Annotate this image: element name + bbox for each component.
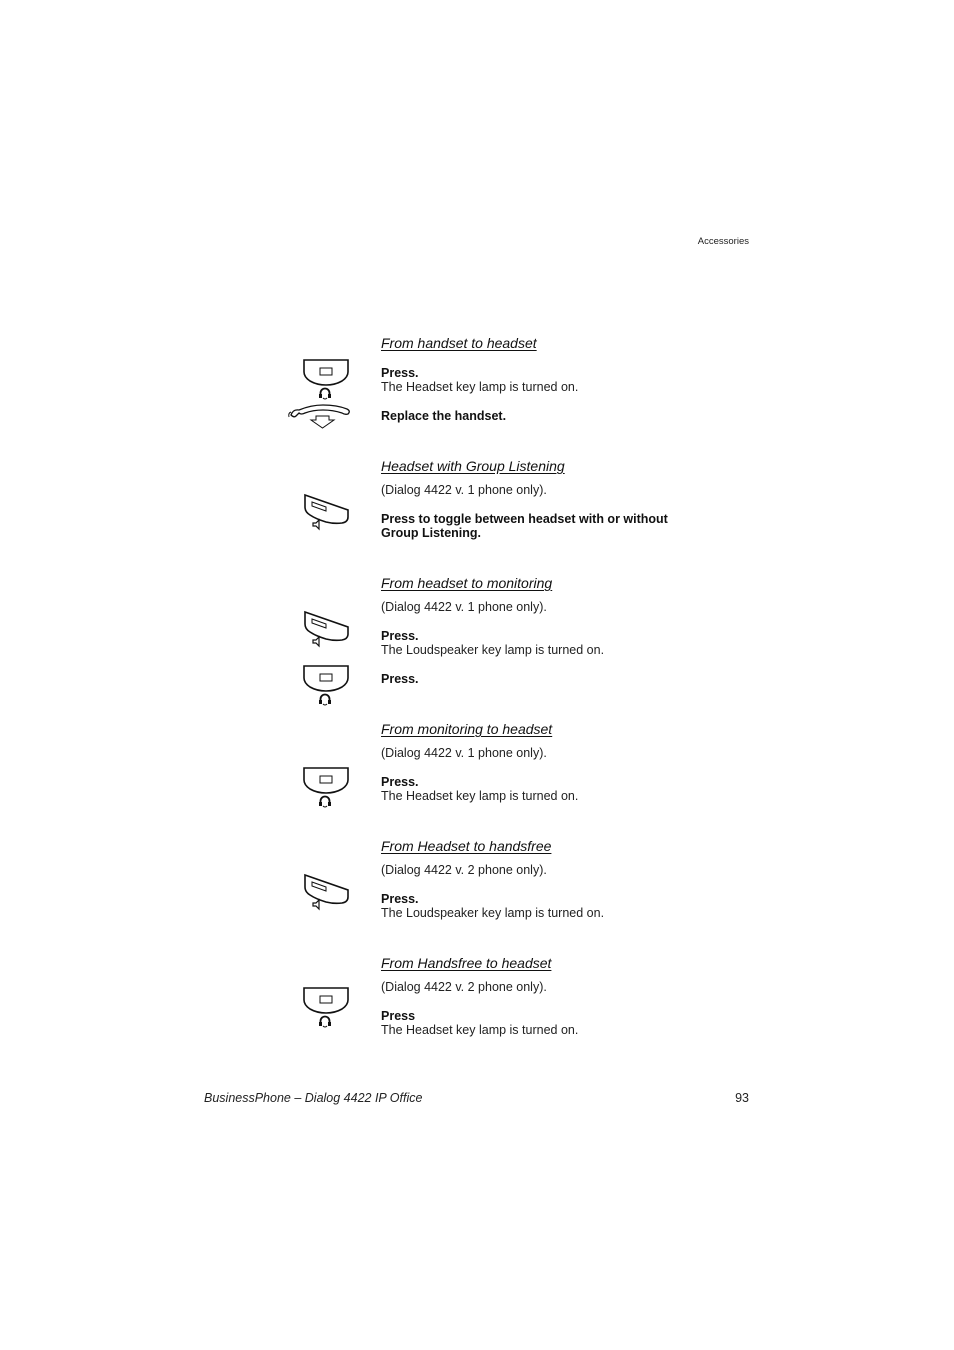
page-number: 93 — [735, 1091, 749, 1105]
section-heading: From Handsfree to headset — [381, 955, 552, 971]
headset-key-icon — [285, 357, 355, 403]
step-detail: The Headset key lamp is turned on. — [381, 789, 579, 803]
running-header: Accessories — [697, 236, 749, 247]
section-note: (Dialog 4422 v. 1 phone only). — [381, 483, 547, 497]
step-action: Press. — [381, 366, 419, 380]
step-action: Press. — [381, 892, 419, 906]
section-heading: From Headset to handsfree — [381, 838, 552, 854]
section-note: (Dialog 4422 v. 2 phone only). — [381, 980, 547, 994]
section-note: (Dialog 4422 v. 1 phone only). — [381, 600, 547, 614]
section-note: (Dialog 4422 v. 2 phone only). — [381, 863, 547, 877]
step-action: Press. — [381, 629, 419, 643]
step-action: Replace the handset. — [381, 409, 507, 423]
loudspeaker-key-icon — [285, 609, 355, 649]
step-action: Press. — [381, 672, 419, 686]
step-detail: The Headset key lamp is turned on. — [381, 1023, 579, 1037]
step-action: Press — [381, 1009, 416, 1023]
step-detail: The Headset key lamp is turned on. — [381, 380, 579, 394]
replace-handset-icon — [285, 403, 355, 431]
section-note: (Dialog 4422 v. 1 phone only). — [381, 746, 547, 760]
headset-key-icon — [285, 765, 355, 811]
loudspeaker-key-icon — [285, 872, 355, 912]
section-heading: From monitoring to headset — [381, 721, 553, 737]
step-action: Press. — [381, 775, 419, 789]
step-detail: The Loudspeaker key lamp is turned on. — [381, 643, 605, 657]
section-heading: From headset to monitoring — [381, 575, 553, 591]
footer-title: BusinessPhone – Dialog 4422 IP Office — [204, 1091, 423, 1105]
step-detail: The Loudspeaker key lamp is turned on. — [381, 906, 605, 920]
headset-key-icon — [285, 663, 355, 709]
section-heading: Headset with Group Listening — [381, 458, 565, 474]
loudspeaker-key-icon — [285, 492, 355, 532]
step-action: Press to toggle between headset with or without — [381, 512, 668, 526]
headset-key-icon — [285, 985, 355, 1031]
step-action: Group Listening. — [381, 526, 481, 540]
section-heading: From handset to headset — [381, 335, 537, 351]
